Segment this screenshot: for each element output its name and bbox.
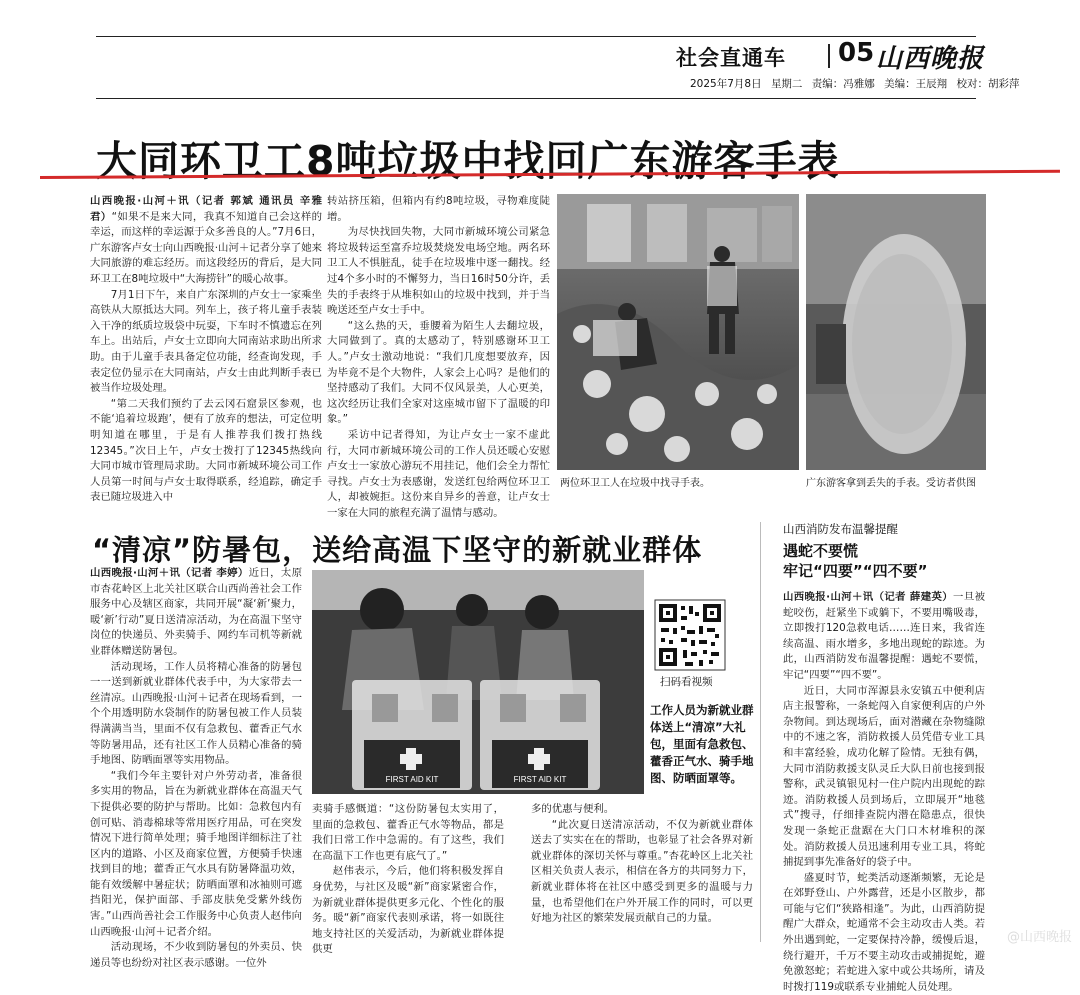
issue-date: 2025年7月8日 (690, 78, 762, 90)
story2-paragraph: 活动现场，不少收到防暑包的外卖员、快递员等也纷纷对社区表示感谢。一位外 (90, 941, 302, 969)
story1-column-1 (90, 194, 323, 504)
story2-paragraph: 赵伟表示，今后，他们将积极发挥自身优势，与社区及暖“新”商家紧密合作，为新就业群体提供更多元化、个性化的服务。暖“新”商家代表则承诺，将一如既往地支持社区的关爱活动，为新就业群体提供更 (312, 865, 504, 956)
header-bottom-rule (96, 98, 976, 99)
photo2-caption: 广东游客拿到丢失的手表。受访者供图 (806, 478, 976, 489)
story1-paragraph: “第二天我们预约了去云冈石窟景区参观，也不能‘追着垃圾跑’，便有了放弃的想法，可定位明明知道在哪里，于是有人推荐我们拨打热线12345。”次日上午，卢女士拨打了12345热线向大同市城市管理局求助。大同市新城环境公司工作人员第一时间与卢女士取得联系，经追踪，确定手表已随垃圾进入中 (90, 397, 322, 504)
story3-paragraph: 近日，大同市浑源县永安镇五中便利店店主报警称，一条蛇闯入自家便利店的户外杂物间。到达现场后，面对潜藏在杂物缝隙中的不速之客，消防救援人员凭借专业工具和丰富经验，成功化解了险情。无独有偶，大同市消防救援支队灵丘大队日前也接到报警称，武灵镇银见村一住户院内出现蛇的踪迹。消防救援人员到场后，立即展开“地毯式”搜寻，仔细排查院内潜在隐患点，很快发现一条蛇正盘踞在大门口木材堆积的深处。消防救援人员迅速利用专业工具，将蛇捕捉到事先准备好的袋子中。 (783, 684, 985, 869)
story1-paragraph: “如果不是来大同，我真不知道自己会这样的幸运，而这样的幸运源于众多善良的人。”7月6日，广东游客卢女士向山西晚报·山河＋记者分享了她来大同旅游的难忘经历。而这段经历的背后，是大同环卫工在8吨垃圾中“大海捞针”的暖心故事。 (90, 210, 323, 285)
story1-paragraph: 转站挤压箱，但箱内有约8吨垃圾，寻物难度陡增。 (327, 195, 550, 223)
section-name: 社会直通车 (676, 46, 786, 70)
watermark: @山西晚报 (1006, 930, 1072, 945)
page-number: 05 (838, 38, 875, 68)
story2-paragraph: 近日，太原市杏花岭区上北关社区联合山西尚善社会工作服务中心及辖区商家，共同开展“凝‘新’聚力，暖‘新’行动”夏日送清凉活动，为在高温下坚守岗位的快递员、外卖骑手、网约车司机等新就业群体赠送防暑包。 (90, 567, 302, 657)
story2-column-1 (90, 566, 302, 969)
story2-byline: 山西晚报·山河＋讯（记者 李婷） (90, 567, 249, 579)
story1-headline: 大同环卫工8吨垃圾中找回广东游客手表 (96, 137, 840, 185)
story3-byline: 山西晚报·山河＋讯（记者 薛建英） (783, 591, 954, 603)
story2-column-2 (312, 802, 504, 956)
kit-label: FIRST AID KIT (513, 775, 567, 784)
story1-paragraph: 为尽快找回失物，大同市新城环境公司紧急将垃圾转运至富乔垃圾焚烧发电场空地。两名环卫工人不惧脏乱，徒手在垃圾堆中逐一翻找。经过4个多小时的不懈努力，当日16时50分许，丢失的手表终于从堆积如山的垃圾中找到，并于当晚送还至卢女士手中。 (327, 226, 550, 317)
column-separator (760, 522, 761, 942)
story1-byline: 山西晚报·山河＋讯（记者 郭斌 通讯员 辛雅君） (90, 195, 322, 223)
photo1-caption: 两位环卫工人在垃圾中找寻手表。 (560, 478, 710, 489)
story1-paragraph: 7月1日下午，来自广东深圳的卢女士一家乘坐高铁从大原抵达大同。列车上，孩子将儿童手表装入干净的纸质垃圾袋中玩耍，下车时不慎遗忘在列车上。出站后，卢女士立即向大同南站求助出所求助。由于儿童手表具备定位功能，经查询发现，手表定位仍显示在大同南站，卢女士由此判断手表已被当作垃圾处理。 (90, 288, 322, 395)
photo-tourist-watch (806, 194, 986, 470)
story3-headline-line1: 遇蛇不要慌 (783, 542, 859, 560)
story2-paragraph: “此次夏日送清凉活动，不仅为新就业群体送去了实实在在的帮助，也彰显了社会各界对新就业群体的深切关怀与尊重。”杏花岭区上北关社区相关负责人表示，相信在各方的共同努力下，新就业群体将在社区中感受到更多的温暖与力量，也希望他们在户外开展工作的同时，可以更好地为社区的繁荣发展贡献自己的力量。 (531, 818, 753, 925)
masthead-logo: 山西晚报 (876, 44, 985, 74)
story1-paragraph: 采访中记者得知，为让卢女士一家不虚此行，大同市新城环境公司的工作人员还暖心安慰卢女士一家放心游玩不用挂记，他们会全力帮忙寻找。卢女士为表感谢，发送红包给两位环卫工人，却被婉拒。这份来自异乡的善意，让卢女士一家在大同的旅程充满了温情与感动。 (327, 428, 550, 519)
story3-paragraph: 一旦被蛇咬伤，赶紧坐下或躺下，不要用嘴吸毒，立即拨打120急救电话……连日来，我省连续高温、雨水增多，多地出现蛇的踪迹。为此，山西消防发布温馨提醒：遇蛇不要慌，牢记“四要”“四不要”。 (783, 591, 985, 681)
header-divider (828, 44, 830, 68)
story3-column (783, 590, 985, 993)
story1-paragraph: “这么热的天，垂腰着为陌生人去翻垃圾，大同做到了。真的太感动了，特别感谢环卫工人。”卢女士激动地说：“我们几度想要放弃，因为毕竟不是个大物件，人家会上心吗？是他们的坚持感动了我们。大同不仅风景美，人心更美，这次经历让我们全家对这座城市留下了温暖的印象。” (327, 319, 550, 426)
story3-headline-line2: 牢记“四要”“四不要” (783, 562, 928, 580)
story2-paragraph: 活动现场，工作人员将精心准备的防暑包一一送到新就业群体代表手中，为大家带去一丝清凉。山西晚报·山河＋记者在现场看到，一个个用透明防水袋制作的防暑包被工作人员装得满满当当，里面不仅有急救包、藿香正气水等防暑用品，还有社区工作人员精心准备的骑手地图、防晒面罩等实用物品。 (90, 660, 302, 767)
designer-credit: 美编：王辰翔 (884, 78, 948, 90)
issue-weekday: 星期二 (770, 78, 803, 90)
qr-caption: 扫码看视频 (660, 676, 713, 688)
photo3-caption: 工作人员为新就业群体送上“清凉”大礼包，里面有急救包、藿香正气水、骑手地图、防晒面罩等。 (650, 703, 754, 785)
qr-code[interactable] (655, 600, 725, 670)
proofreader-credit: 校对：胡彩萍 (956, 78, 1020, 90)
story2-paragraph: 多的优惠与便利。 (531, 803, 615, 815)
kit-label: FIRST AID KIT (385, 775, 439, 784)
story2-paragraph: “我们今年主要针对户外劳动者，准备很多实用的物品，旨在为新就业群体在高温天气下提供必要的防护与帮助。比如：急救包内有创可贴、消毒棉球等常用医疗用品，可在突发情况下进行简单处理；骑手地图详细标注了社区内的道路、小区及商家位置，方便骑手快速找到目的地；藿香正气水具有防暑降温功效，能有效缓解中暑症状；防晒面罩和冰袖则可遮挡阳光，保护面部、手部皮肤免受紫外线伤害。”山西尚善社会工作服务中心负责人赵伟向山西晚报·山河＋记者介绍。 (90, 769, 302, 938)
story2-headline: “清凉”防暑包，送给高温下坚守的新就业群体 (92, 533, 703, 567)
story2-paragraph: 卖骑手感慨道：“这份防暑包太实用了，里面的急救包、藿香正气水等物品，都是我们日常工作中急需的。有了这些，我们在高温下工作也更有底气了。” (312, 803, 504, 862)
story3-kicker: 山西消防发布温馨提醒 (783, 522, 898, 536)
editor-credit: 责编：冯雅娜 (811, 78, 875, 90)
story2-column-3 (531, 802, 753, 944)
photo-first-aid-kits (312, 570, 644, 794)
story3-paragraph: 盛夏时节，蛇类活动逐渐频繁，无论是在郊野登山、户外露营，还是小区散步，都可能与它们“狭路相逢”。为此，山西消防提醒广大群众，蛇通常不会主动攻击人类。若外出遇到蛇，一定要保持冷静，缓慢后退，绕行避开，千万不要主动攻击或捕捉蛇，避免激怒蛇；若蛇进入家中或公共场所，请及时拨打119或联系专业捕蛇人员处理。 (783, 871, 985, 993)
photo-workers-searching (557, 194, 799, 470)
header-top-rule (96, 36, 976, 37)
dateline (690, 76, 1025, 91)
story1-column-2 (327, 194, 550, 519)
